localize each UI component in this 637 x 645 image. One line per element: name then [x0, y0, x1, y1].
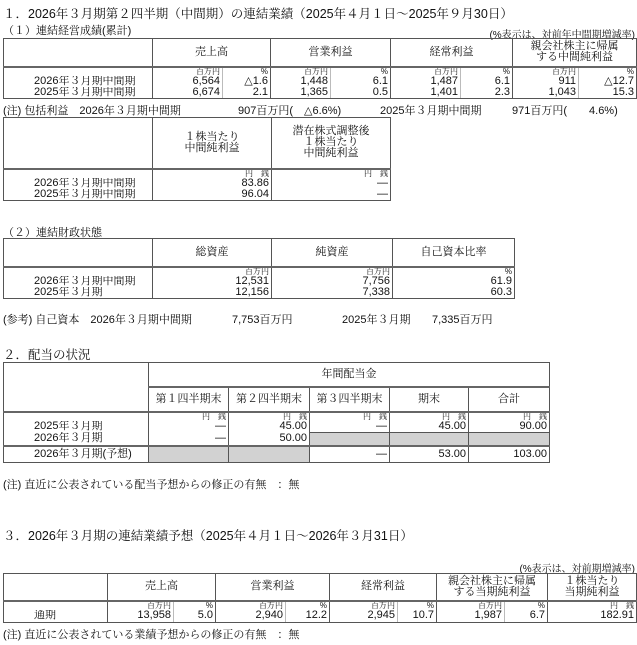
subsection-title: （１）連結経営成績(累計) [3, 25, 132, 37]
table-cell: 1,487 [391, 76, 461, 87]
table-cell: — [149, 432, 229, 446]
table-cell: 60.3 [393, 287, 515, 299]
table-cell: 103.00 [469, 446, 550, 462]
table-cell: 2026年３月期中間期 [4, 76, 153, 87]
table-cell: 1,987 [437, 610, 505, 623]
table-cell: 2026年３月期 [4, 432, 149, 446]
table-cell: 6,564 [153, 76, 223, 87]
table-cell: 13,958 [108, 610, 174, 623]
table-cell: △12.7 [579, 76, 637, 87]
table-cell: 96.04 [153, 189, 272, 201]
table-cell: — [272, 189, 391, 201]
pct-note: (%表示は、対前期増減率) [519, 564, 635, 575]
table-row [4, 421, 550, 433]
header-equity-ratio: 自己資本比率 [393, 239, 515, 267]
subsection-title: （２）連結財政状態 [3, 227, 102, 239]
table-cell [4, 412, 149, 421]
table-cell: △1.6 [223, 76, 271, 87]
pct-note: (%表示は、対前年中間期増減率) [489, 30, 635, 41]
equity-ref-prior: 7,335百万円 [432, 314, 493, 326]
unit: 円 銭 [548, 601, 637, 610]
table-cell: 182.91 [548, 610, 637, 623]
unit: 百万円 [108, 601, 174, 610]
table-cell: 90.00 [469, 421, 550, 433]
table-cell: 2,945 [330, 610, 398, 623]
table-cell [149, 446, 229, 462]
table-row [4, 610, 637, 623]
header-sales: 売上高 [108, 574, 216, 601]
table-cell: 2026年３月期中間期 [4, 178, 153, 189]
unit: 円 銭 [310, 412, 390, 421]
table-cell: 2025年３月期中間期 [4, 87, 153, 99]
table-cell [4, 169, 153, 178]
header-total-assets: 総資産 [153, 239, 272, 267]
unit: 円 銭 [229, 412, 310, 421]
table-cell: 911 [513, 76, 579, 87]
header-year-end: 期末 [390, 387, 469, 412]
comprehensive-income-current: 907百万円( △6.6%) [238, 105, 342, 117]
table-row [4, 432, 550, 446]
unit: 百万円 [272, 267, 393, 276]
table-row [4, 178, 391, 189]
table-cell: 7,756 [272, 276, 393, 287]
unit: % [174, 601, 216, 610]
header-eps: １株当たり 中間純利益 [153, 118, 272, 169]
table-row [4, 446, 550, 462]
table-cell: 通期 [4, 610, 108, 623]
table-cell: 1,365 [271, 87, 331, 99]
table-cell: 45.00 [390, 421, 469, 433]
unit: 百万円 [391, 67, 461, 76]
table-cell: — [272, 178, 391, 189]
table-cell [4, 601, 108, 610]
table-row [4, 76, 637, 87]
unit: 百万円 [513, 67, 579, 76]
unit: % [286, 601, 330, 610]
table-cell: 5.0 [174, 610, 216, 623]
header-q3: 第３四半期末 [310, 387, 390, 412]
header-blank [4, 39, 153, 67]
dividend-note: (注) 直近に公表されている配当予想からの修正の有無 ：無 [3, 479, 300, 491]
unit: 百万円 [153, 67, 223, 76]
table-cell [229, 446, 310, 462]
section-2-title: ２．配当の状況 [3, 348, 91, 362]
header-q2: 第２四半期末 [229, 387, 310, 412]
table-cell: 61.9 [393, 276, 515, 287]
header-ordinary-profit: 経常利益 [330, 574, 437, 601]
unit: 百万円 [437, 601, 505, 610]
section-3-title: ３．2026年３月期の連結業績予想（2025年４月１日～2026年３月31日） [3, 529, 413, 543]
forecast-table [3, 573, 637, 623]
table-cell: 6.1 [461, 76, 513, 87]
equity-ref-current: 7,753百万円 [232, 314, 293, 326]
table-cell: — [310, 421, 390, 433]
section-1-title: １．2026年３月期第２四半期（中間期）の連結業績（2025年４月１日～2025年９月30日） [3, 7, 513, 21]
table-cell: 2025年３月期 [4, 287, 153, 299]
table-cell: 12.2 [286, 610, 330, 623]
header-total: 合計 [469, 387, 550, 412]
table-cell: 6.7 [505, 610, 548, 623]
header-q1: 第１四半期末 [149, 387, 229, 412]
comprehensive-income-prior: 971百万円( 4.6%) [512, 105, 618, 117]
table-cell [469, 432, 550, 446]
table-cell: 6.1 [331, 76, 391, 87]
table-cell [310, 432, 390, 446]
table-cell: 0.5 [331, 87, 391, 99]
table-cell: 2,940 [216, 610, 286, 623]
table-cell: 2025年３月期 [4, 421, 149, 433]
table-cell [4, 267, 153, 276]
header-operating-profit: 営業利益 [216, 574, 330, 601]
table-cell [4, 118, 153, 169]
operating-results-table [3, 38, 637, 99]
table-cell: 7,338 [272, 287, 393, 299]
header-diluted-eps: 潜在株式調整後 １株当たり 中間純利益 [272, 118, 391, 169]
header-net-profit: 親会社株主に帰属 する当期純利益 [437, 574, 548, 601]
table-cell: 12,156 [153, 287, 272, 299]
unit: % [461, 67, 513, 76]
table-cell [4, 67, 153, 76]
unit: 百万円 [153, 267, 272, 276]
unit: 円 銭 [469, 412, 550, 421]
table-row [4, 287, 515, 299]
table-cell: 1,401 [391, 87, 461, 99]
table-cell: 6,674 [153, 87, 223, 99]
financial-position-table [3, 238, 515, 299]
unit: 百万円 [271, 67, 331, 76]
header-ordinary-profit: 経常利益 [391, 39, 513, 67]
unit: % [579, 67, 637, 76]
unit: 円 銭 [149, 412, 229, 421]
equity-ref-label: (参考) 自己資本 2026年３月期中間期 [3, 314, 192, 326]
table-cell: 2025年３月期中間期 [4, 189, 153, 201]
unit: % [223, 67, 271, 76]
comprehensive-income-prior-label: 2025年３月期中間期 [380, 105, 482, 117]
unit: 円 銭 [153, 169, 272, 178]
header-net-assets: 純資産 [272, 239, 393, 267]
equity-ref-prior-label: 2025年３月期 [342, 314, 411, 326]
table-cell [4, 574, 108, 601]
unit: 百万円 [330, 601, 398, 610]
table-cell: 1,043 [513, 87, 579, 99]
unit: % [393, 267, 515, 276]
table-cell [390, 432, 469, 446]
unit: 円 銭 [272, 169, 391, 178]
table-cell: 45.00 [229, 421, 310, 433]
table-cell: 10.7 [398, 610, 437, 623]
table-cell: — [310, 446, 390, 462]
table-cell: 2026年３月期(予想) [4, 446, 149, 462]
unit: % [331, 67, 391, 76]
header-operating-profit: 営業利益 [271, 39, 391, 67]
table-cell [4, 363, 149, 412]
table-cell: 2026年３月期中間期 [4, 276, 153, 287]
comprehensive-income-label: (注) 包括利益 2026年３月期中間期 [3, 105, 181, 117]
forecast-note: (注) 直近に公表されている業績予想からの修正の有無 ：無 [3, 629, 300, 641]
unit: 円 銭 [390, 412, 469, 421]
table-cell [4, 239, 153, 267]
table-cell: 53.00 [390, 446, 469, 462]
unit: 百万円 [216, 601, 286, 610]
header-sales: 売上高 [153, 39, 271, 67]
header-net-profit: 親会社株主に帰属 する中間純利益 [513, 39, 637, 67]
table-cell: 15.3 [579, 87, 637, 99]
table-cell: 1,448 [271, 76, 331, 87]
table-row [4, 87, 637, 99]
header-annual-dividends: 年間配当金 [149, 363, 550, 387]
table-cell: — [149, 421, 229, 433]
eps-table [3, 117, 391, 201]
unit: % [398, 601, 437, 610]
table-row [4, 189, 391, 201]
table-cell: 2.1 [223, 87, 271, 99]
table-cell: 2.3 [461, 87, 513, 99]
header-eps: １株当たり 当期純利益 [548, 574, 637, 601]
table-cell: 12,531 [153, 276, 272, 287]
dividends-table [3, 362, 550, 463]
table-row [4, 276, 515, 287]
table-cell: 50.00 [229, 432, 310, 446]
unit: % [505, 601, 548, 610]
table-cell: 83.86 [153, 178, 272, 189]
